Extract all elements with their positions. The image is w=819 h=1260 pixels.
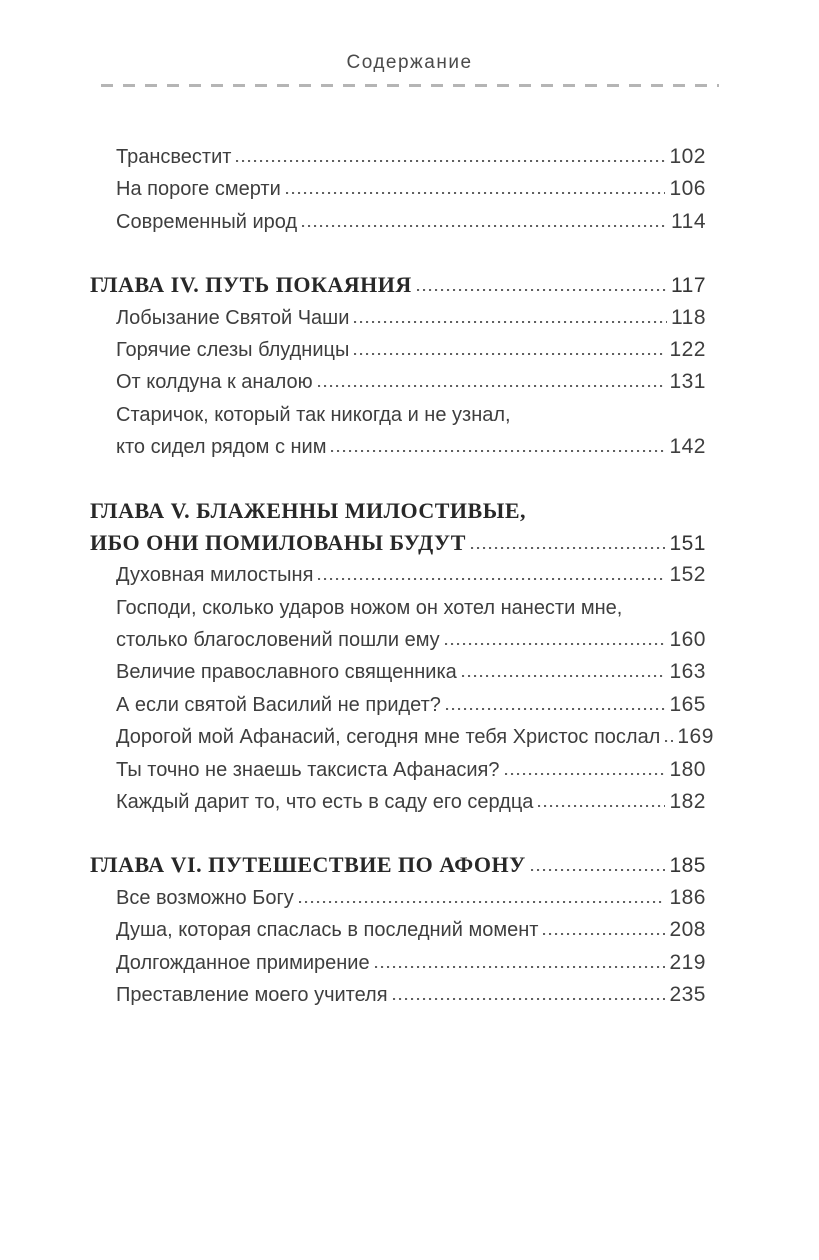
- page-number: 142: [669, 435, 706, 459]
- toc-entry: [90, 141, 706, 173]
- table-of-contents: [90, 141, 714, 1011]
- dot-leader: [445, 643, 666, 645]
- toc-entry-title: Все возможно Богу: [116, 886, 294, 909]
- dot-leader: [302, 225, 667, 227]
- toc-entry: [90, 173, 706, 205]
- toc-entry-title: Дорогой мой Афанасий, сегодня мне тебя Христос послал: [116, 726, 661, 749]
- dot-leader: [505, 773, 666, 775]
- toc-entry: [90, 302, 706, 334]
- dashed-divider: [101, 84, 719, 87]
- toc-section: [90, 141, 706, 238]
- page-number: 118: [671, 305, 706, 329]
- dot-leader: [543, 933, 665, 935]
- toc-entry: [90, 721, 714, 753]
- toc-entry-title: Величие православного священника: [116, 661, 457, 684]
- toc-entry-title: На пороге смерти: [116, 178, 281, 201]
- page-number: 122: [669, 337, 706, 361]
- page-number: 163: [669, 660, 706, 684]
- toc-entry-line2: [90, 624, 706, 656]
- page-number: 185: [669, 854, 706, 878]
- dot-leader: [318, 578, 665, 580]
- toc-entry-title: Ты точно не знаешь таксиста Афанасия?: [116, 758, 500, 781]
- toc-entry-title: кто сидел рядом с ним: [116, 436, 327, 459]
- toc-entry: [90, 882, 706, 914]
- toc-section: [90, 495, 714, 819]
- toc-entry-title: Лобызание Святой Чаши: [116, 306, 350, 329]
- dot-leader: [462, 675, 666, 677]
- toc-chapter-heading-line2: [90, 527, 706, 559]
- page-number: 131: [669, 370, 706, 394]
- dot-leader: [417, 289, 667, 291]
- toc-chapter-heading: [90, 849, 706, 881]
- page-number: 219: [669, 950, 706, 974]
- toc-entry: [90, 947, 706, 979]
- page-title: Содержание: [346, 52, 473, 73]
- dot-leader: [375, 966, 666, 968]
- toc-chapter-title: ИБО ОНИ ПОМИЛОВАНЫ БУДУТ: [90, 529, 466, 555]
- toc-entry-title: Душа, которая спаслась в последний момент: [116, 919, 539, 942]
- toc-entry: [90, 786, 706, 818]
- toc-entry-title: А если святой Василий не придет?: [116, 693, 441, 716]
- dot-leader: [354, 353, 665, 355]
- page-number: 114: [671, 209, 706, 233]
- toc-chapter-title: ГЛАВА V. БЛАЖЕННЫ МИЛОСТИВЫЕ,: [90, 497, 526, 523]
- toc-entry-title: Старичок, который так никогда и не узнал,: [116, 403, 511, 426]
- toc-entry: [90, 366, 706, 398]
- toc-chapter-heading-line1: [90, 495, 706, 527]
- toc-entry-title: Духовная милостыня: [116, 564, 314, 587]
- toc-entry: [90, 914, 706, 946]
- toc-entry-line1: [90, 592, 706, 624]
- dot-leader: [538, 805, 665, 807]
- toc-entry-title: Преставление моего учителя: [116, 983, 388, 1006]
- dot-leader: [286, 192, 666, 194]
- page-number: 208: [669, 918, 706, 942]
- page-header: [0, 0, 819, 75]
- toc-entry: [90, 656, 706, 688]
- toc-entry: [90, 559, 706, 591]
- toc-entry: [90, 979, 706, 1011]
- dot-leader: [354, 321, 667, 323]
- page-number: 182: [669, 790, 706, 814]
- toc-entry-title: Каждый дарит то, что есть в саду его сердца: [116, 791, 534, 814]
- toc-entry-line1: [90, 399, 706, 431]
- toc-entry: [90, 206, 706, 238]
- page-number: 151: [669, 531, 706, 555]
- toc-section: [90, 269, 706, 463]
- dot-leader: [471, 547, 666, 549]
- dot-leader: [665, 740, 673, 742]
- toc-entry-title: От колдуна к аналою: [116, 371, 313, 394]
- page-number: 186: [669, 885, 706, 909]
- toc-entry-line2: [90, 431, 706, 463]
- page-number: 106: [669, 177, 706, 201]
- dot-leader: [236, 160, 665, 162]
- page-number: 160: [669, 628, 706, 652]
- dot-leader: [531, 869, 666, 871]
- page-number: 180: [669, 757, 706, 781]
- toc-entry: [90, 334, 706, 366]
- toc-chapter-title: ГЛАВА IV. ПУТЬ ПОКАЯНИЯ: [90, 272, 412, 298]
- toc-entry: [90, 689, 706, 721]
- page-number: 169: [677, 725, 714, 749]
- toc-chapter-heading: [90, 269, 706, 301]
- page-number: 235: [669, 982, 706, 1006]
- toc-entry-title: Господи, сколько ударов ножом он хотел нанести мне,: [116, 596, 623, 619]
- page-number: 117: [671, 274, 706, 298]
- dot-leader: [393, 998, 666, 1000]
- toc-section: [90, 849, 706, 1011]
- dot-leader: [446, 708, 666, 710]
- toc-entry-title: Горячие слезы блудницы: [116, 338, 350, 361]
- toc-chapter-title: ГЛАВА VI. ПУТЕШЕСТВИЕ ПО АФОНУ: [90, 852, 526, 878]
- toc-entry-title: Долгожданное примирение: [116, 951, 370, 974]
- toc-entry-title: Современный ирод: [116, 210, 298, 233]
- dot-leader: [299, 901, 666, 903]
- page-number: 102: [669, 145, 706, 168]
- dot-leader: [318, 385, 666, 387]
- toc-entry-title: столько благословений пошли ему: [116, 629, 440, 652]
- page-number: 152: [669, 563, 706, 587]
- page-number: 165: [669, 692, 706, 716]
- toc-entry: [90, 754, 706, 786]
- toc-entry-title: Трансвестит: [116, 146, 232, 168]
- dot-leader: [331, 450, 665, 452]
